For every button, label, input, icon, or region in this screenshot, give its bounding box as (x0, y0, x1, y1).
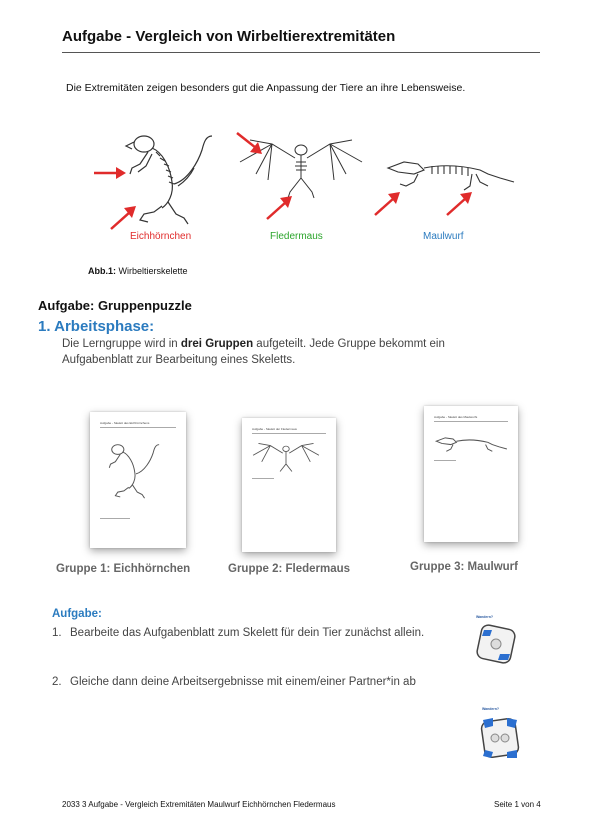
label-eichhoernchen: Eichhörnchen (130, 231, 192, 242)
worksheet-thumbnail-maulwurf[interactable] (424, 406, 518, 542)
group-label-3: Gruppe 3: Maulwurf (410, 561, 518, 573)
pair-method-icon (474, 704, 524, 764)
pair-card-icon (477, 714, 523, 762)
phase-text-part: aufgeteilt. Jede Gruppe bekommt ein Aufgabenblatt zur Bearbeitung eines Skeletts. (62, 338, 445, 366)
caption-text: Wirbeltierskelette (116, 266, 188, 276)
document-title: Aufgabe - Vergleich von Wirbeltierextremitäten (62, 28, 396, 45)
task-item-1 (52, 627, 424, 639)
sheet-rule (100, 427, 176, 428)
arrow-red-icon (234, 130, 264, 156)
task-text: Bearbeite das Aufgabenblatt zum Skelett für dein Tier zunächst allein. (70, 627, 425, 639)
mole-skeleton-image (384, 152, 516, 194)
group-label-1: Gruppe 1: Eichhörnchen (56, 563, 191, 575)
phase-heading: 1. Arbeitsphase: (38, 318, 155, 335)
mole-skeleton-thumbnail (434, 432, 508, 456)
task-number: 1. (52, 627, 62, 639)
icon-caption: Wandern? (476, 615, 493, 619)
intro-text: Die Extremitäten zeigen besonders gut die Anpassung der Tiere an ihre Lebensweise. (66, 82, 466, 94)
task-text: Gleiche dann deine Arbeitsergebnisse mit einem/einer Partner*in ab (70, 676, 416, 688)
worksheet-thumbnail-eichhoernchen[interactable] (90, 412, 186, 548)
task-item-2 (52, 676, 416, 688)
phase-text-bold: drei Gruppen (180, 338, 254, 350)
person-card-icon (474, 622, 518, 666)
squirrel-skeleton-thumbnail (102, 436, 164, 502)
footer-page-number: Seite 1 von 4 (494, 800, 541, 809)
sheet-rule (434, 421, 508, 422)
caption-number: Abb.1: (88, 266, 116, 276)
sheet-title: Aufgabe - Skelett des Maulwurfs (434, 415, 478, 419)
arrow-red-icon (444, 190, 474, 218)
footer-filename: 2033 3 Aufgabe - Vergleich Extremitäten Maulwurf Eichhörnchen Fledermaus (62, 800, 336, 809)
bat-skeleton-thumbnail (252, 440, 320, 476)
think-alone-method-icon (470, 612, 520, 668)
sheet-rule (252, 478, 274, 479)
sheet-title: Aufgabe - Skelett des Eichhörnchens (100, 421, 150, 425)
worksheet-thumbnail-fledermaus[interactable] (242, 418, 336, 552)
label-maulwurf: Maulwurf (423, 231, 464, 242)
group-label-2: Gruppe 2: Fledermaus (228, 563, 351, 575)
task-heading: Aufgabe: Gruppenpuzzle (38, 298, 192, 313)
sheet-rule (100, 518, 130, 519)
figure-caption (88, 266, 188, 276)
sheet-rule (434, 460, 456, 461)
arrow-red-icon (372, 190, 402, 218)
label-fledermaus: Fledermaus (270, 231, 323, 242)
task-number: 2. (52, 676, 62, 688)
title-divider (62, 52, 540, 53)
phase-text-part: Die Lerngruppe wird in (62, 338, 181, 350)
sheet-title: Aufgabe - Skelett der Fledermaus (252, 427, 297, 431)
arrow-red-icon (108, 204, 138, 232)
assignment-label: Aufgabe: (52, 608, 102, 620)
arrow-red-icon (264, 194, 294, 222)
sheet-rule (252, 433, 326, 434)
phase-description (62, 337, 492, 368)
icon-caption: Wandern? (482, 707, 499, 711)
arrow-red-icon (92, 164, 128, 182)
